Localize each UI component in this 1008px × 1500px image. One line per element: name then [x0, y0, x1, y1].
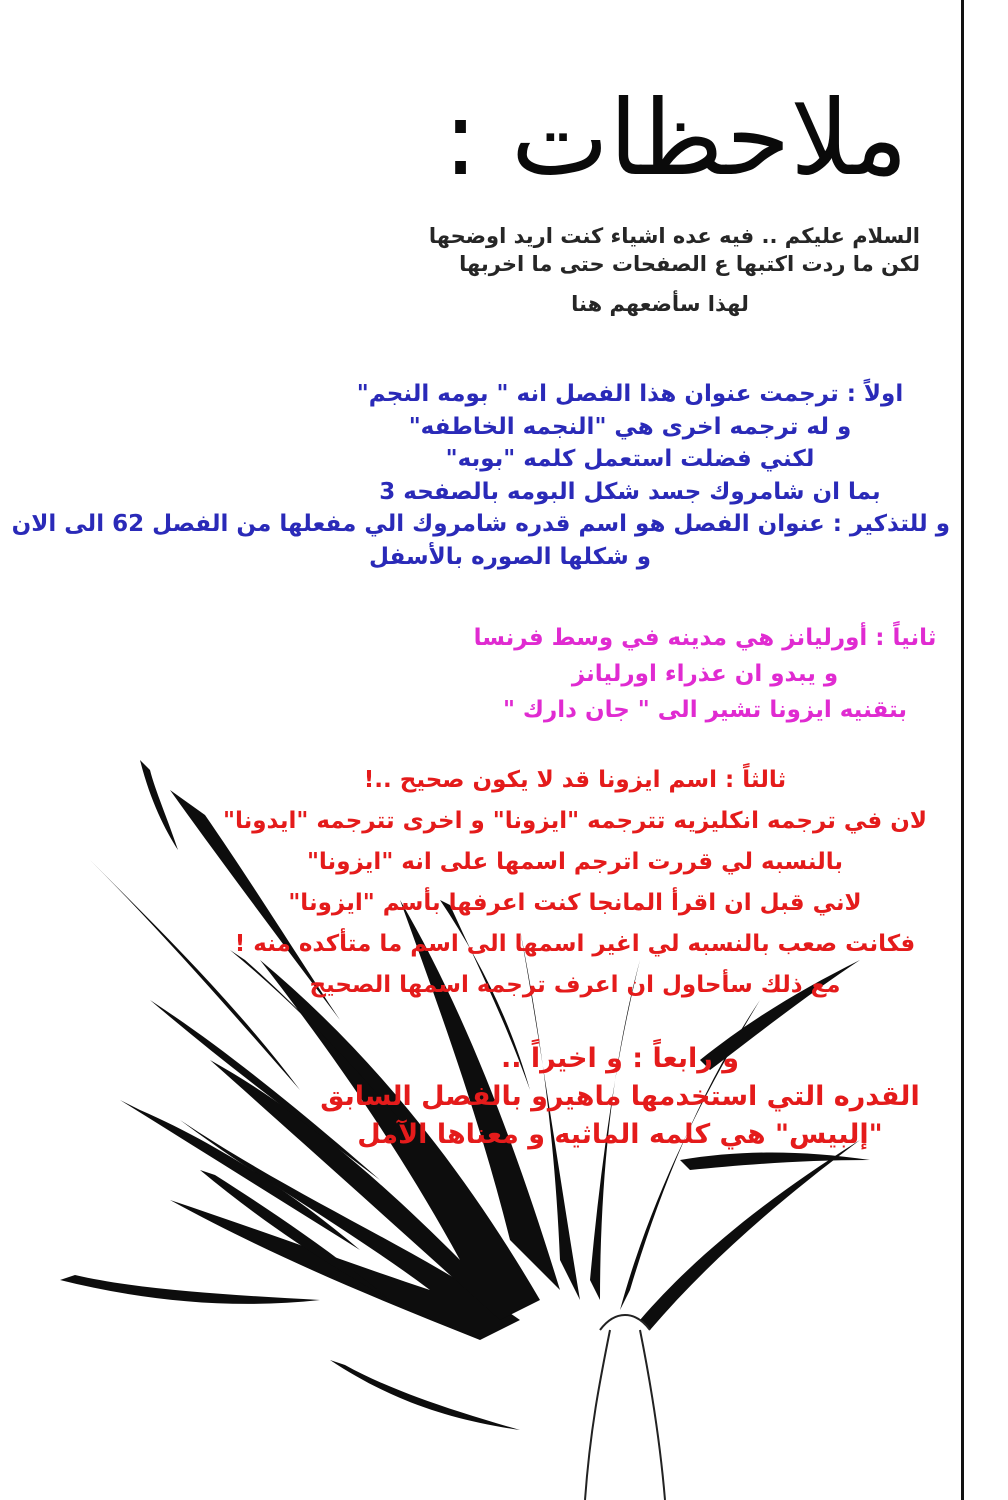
note-fourth: [280, 1040, 960, 1154]
note-line: بما ان شامروك جسد شكل البومه بالصفحه 3: [379, 478, 881, 505]
panel-border: [961, 0, 964, 1500]
note-line: ثانياً : أورليانز هي مدينه في وسط فرنسا: [473, 625, 937, 651]
intro-text: [400, 222, 920, 318]
page-title: ملاحظات :: [442, 77, 908, 199]
note-line: فكانت صعب بالنسبه لي اغير اسمها الى اسم ما متأكده منه !: [234, 931, 916, 957]
intro-line: السلام عليكم .. فيه عده اشياء كنت اريد اوضحها: [428, 224, 920, 248]
note-line: و له ترجمه اخرى هي "النجمه الخاطفه": [408, 413, 852, 440]
intro-line: لكن ما ردت اكتبها ع الصفحات حتى ما اخربها: [459, 252, 920, 276]
note-line: لاني قبل ان اقرأ المانجا كنت اعرفها بأسم "ايزونا": [288, 890, 862, 916]
note-line: بتقنيه ايزونا تشير الى " جان دارك ": [502, 697, 908, 723]
note-line: "إلبيس" هي كلمه الماثيه و معناها الآمل: [357, 1119, 883, 1150]
note-line: لكني فضلت استعمل كلمه "بوبه": [445, 446, 815, 472]
note-line: مع ذلك سأحاول ان اعرف ترجمه اسمها الصحيح: [309, 972, 841, 998]
note-line: اولاً : ترجمت عنوان هذا الفصل انه " بومه النجم": [356, 381, 904, 407]
note-line: و يبدو ان عذراء اورليانز: [571, 661, 839, 687]
note-line: و شكلها الصوره بالأسفل: [368, 543, 652, 570]
note-third: [190, 760, 960, 1006]
note-first: [11, 378, 950, 573]
note-line: ثالثاً : اسم ايزونا قد لا يكون صحيح ..!: [363, 767, 787, 793]
note-line: بالنسبه لي قررت اترجم اسمها على انه "ايزونا": [306, 849, 844, 875]
note-line: و للتذكير : عنوان الفصل هو اسم قدره شامروك الي مفعلها من الفصل 62 الى الان: [11, 511, 950, 537]
note-line: لان في ترجمه انكليزيه تترجمه "ايزونا" و اخرى تترجمه "ايدونا": [222, 808, 927, 834]
note-line: القدره التي استخدمها ماهيرو بالفصل السابق: [320, 1081, 920, 1112]
note-line: و رابعاً : و اخيراً ..: [501, 1043, 739, 1074]
intro-line: لهذا سأضعهم هنا: [571, 292, 749, 316]
note-second: [470, 620, 940, 728]
